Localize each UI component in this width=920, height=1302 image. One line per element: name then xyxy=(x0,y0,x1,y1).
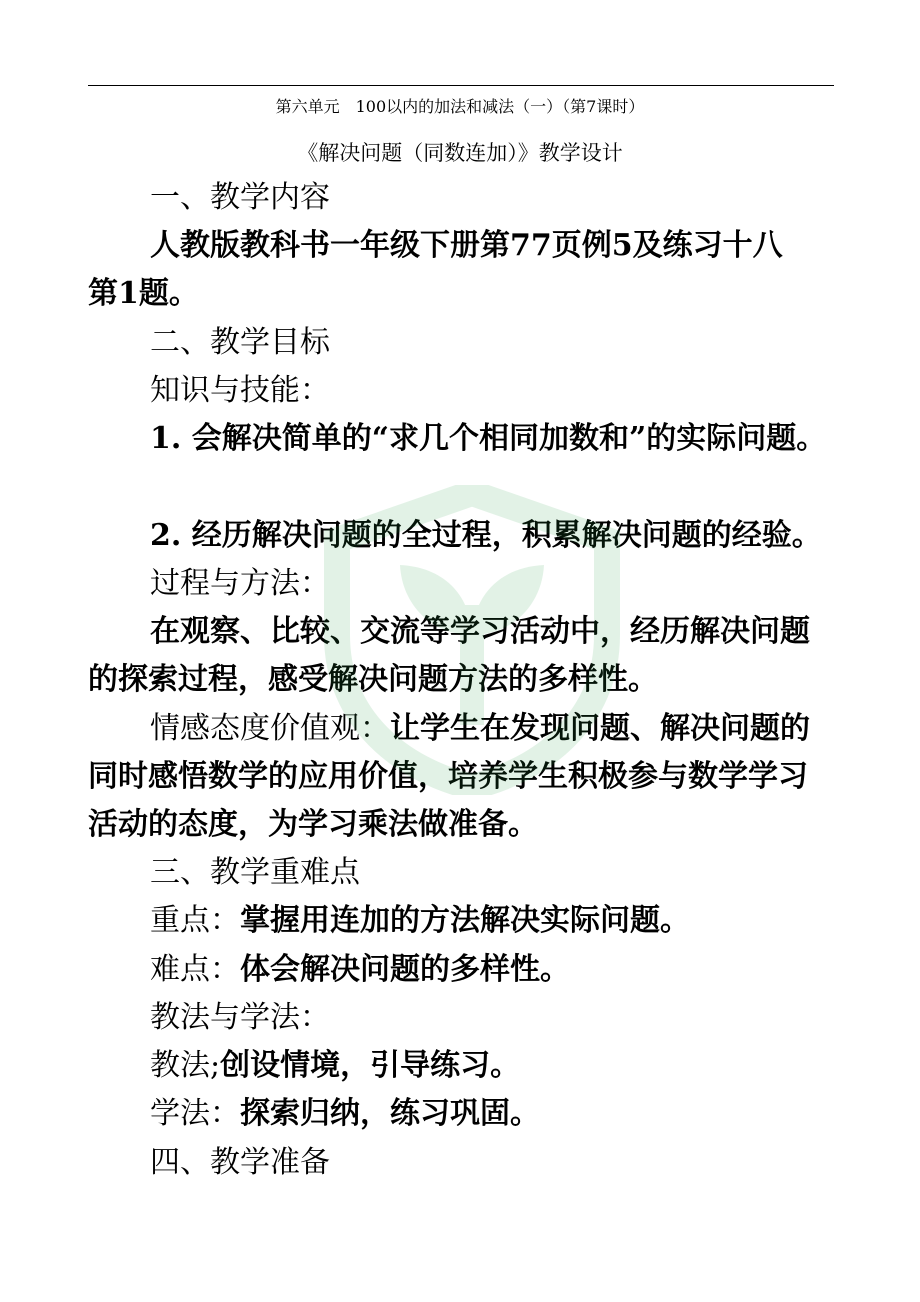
section-heading-preparation: 四、教学准备 xyxy=(150,1145,330,1180)
header-rule xyxy=(88,85,834,86)
emotion-line: 活动的态度，为学习乘法做准备。 xyxy=(88,807,538,842)
section-heading-goals: 二、教学目标 xyxy=(150,325,330,360)
section-heading-keypoints: 三、教学重难点 xyxy=(150,855,360,890)
knowledge-label: 知识与技能： xyxy=(150,373,330,408)
content-body-line: 人教版教科书一年级下册第77页例5及练习十八 xyxy=(150,228,783,263)
difficult-point-line xyxy=(150,952,570,988)
learning-method-line xyxy=(150,1096,540,1132)
unit-header: 第六单元 100以内的加法和减法（一）（第7课时） xyxy=(275,97,645,116)
teaching-method-line xyxy=(150,1048,520,1084)
key-label: 重点： xyxy=(150,903,240,938)
emotion-text: 让学生在发现问题、解决问题的 xyxy=(390,711,810,746)
emotion-label: 情感态度价值观： xyxy=(150,711,390,746)
content-body-line: 第1题。 xyxy=(88,276,199,311)
emotion-line xyxy=(150,711,810,747)
goal-item: 1. 会解决简单的“求几个相同加数和”的实际问题。 xyxy=(150,421,827,456)
key-point-line xyxy=(150,903,690,939)
goal-item: 2. 经历解决问题的全过程，积累解决问题的经验。 xyxy=(150,518,822,553)
process-line: 的探索过程，感受解决问题方法的多样性。 xyxy=(88,662,658,697)
emotion-line: 同时感悟数学的应用价值，培养学生积极参与数学学习 xyxy=(88,759,808,794)
difficult-label: 难点： xyxy=(150,952,240,987)
key-text: 掌握用连加的方法解决实际问题。 xyxy=(240,903,690,938)
difficult-text: 体会解决问题的多样性。 xyxy=(240,952,570,987)
teach-text: 创设情境，引导练习。 xyxy=(220,1048,521,1083)
document-title: 《解决问题（同数连加）》教学设计 xyxy=(297,141,623,165)
learn-text: 探索归纳，练习巩固。 xyxy=(240,1096,540,1131)
methods-label: 教法与学法： xyxy=(150,1000,330,1035)
process-label: 过程与方法： xyxy=(150,566,330,601)
process-line: 在观察、比较、交流等学习活动中，经历解决问题 xyxy=(150,614,810,649)
teach-label: 教法; xyxy=(150,1048,221,1083)
section-heading-content: 一、教学内容 xyxy=(150,180,330,215)
learn-label: 学法： xyxy=(150,1096,240,1131)
